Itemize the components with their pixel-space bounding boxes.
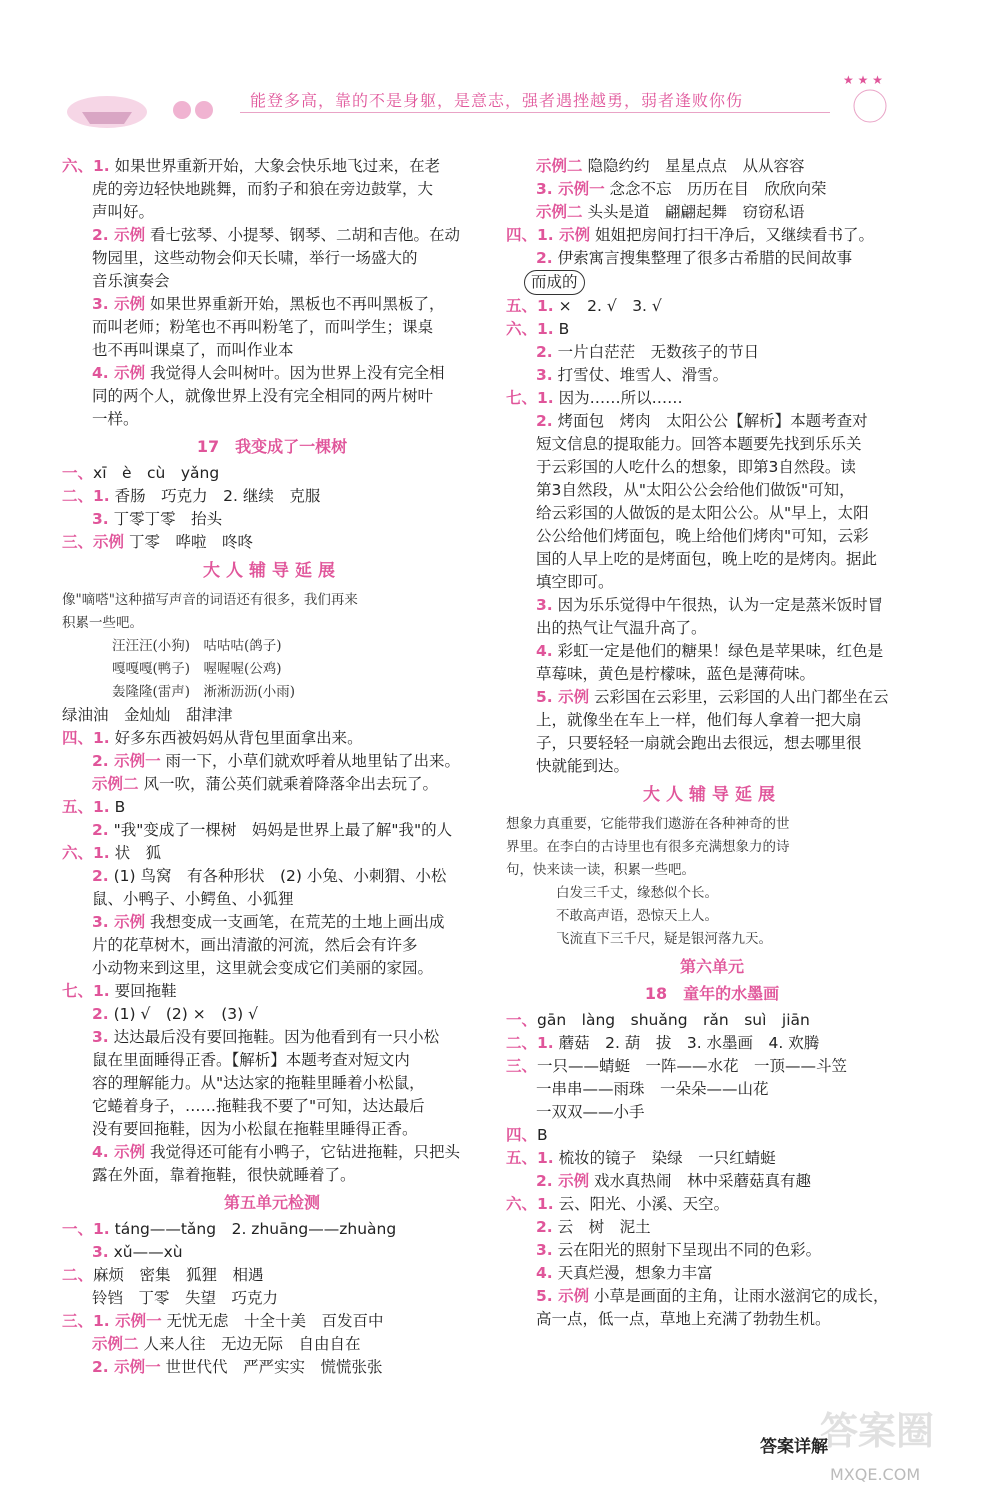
answer-line	[62, 1310, 482, 1333]
item-number: 2.	[92, 1005, 109, 1023]
answer-text: 因为……所以……	[553, 389, 683, 407]
answer-text: 一串串——雨珠 一朵朵——山花	[536, 1080, 769, 1098]
item-number: 3. 示例一	[536, 180, 605, 198]
item-number: 三、示例	[62, 533, 125, 551]
answer-text: 伊索寓言搜集整理了很多古希腊的民间故事	[552, 249, 853, 267]
answer-line	[62, 508, 482, 531]
answer-text: 云在阳光的照射下呈现出不同的色彩。	[552, 1241, 822, 1259]
extension-box-title: 大人辅导延展	[203, 561, 341, 581]
answer-text: 上，就像坐在车上一样，他们每人拿着一把大扇	[536, 711, 862, 729]
answer-line	[506, 318, 918, 341]
answer-line	[62, 888, 482, 911]
note-text: 想象力真重要，它能带我们遨游在各种神奇的世	[506, 816, 790, 832]
answer-text: 云 树 泥土	[552, 1218, 651, 1236]
answer-line	[506, 1101, 918, 1124]
answer-text: 短文信息的提取能力。回答本题要先找到乐乐关	[536, 435, 862, 453]
item-number: 四、	[506, 1126, 538, 1144]
item-number: 三、	[506, 1057, 538, 1075]
answer-text: B	[537, 1126, 548, 1144]
answer-line	[62, 1333, 482, 1356]
answer-line	[62, 270, 482, 293]
answer-line	[62, 224, 482, 247]
note-example: 嘎嘎嘎(鸭子) 喔喔喔(公鸡)	[112, 661, 282, 677]
item-number: 4. 示例	[92, 1143, 146, 1161]
note-text: 积累一些吧。	[62, 615, 143, 631]
item-number: 2. 示例	[92, 226, 146, 244]
answer-line	[506, 502, 918, 525]
item-number: 3. 示例	[92, 295, 146, 313]
answer-line	[506, 1262, 918, 1285]
answer-text: xǔ——xù	[108, 1243, 183, 1261]
answer-line	[506, 410, 918, 433]
answer-text: 声叫好。	[92, 203, 155, 221]
section-title: 第六单元	[679, 957, 744, 976]
note-example: 汪汪汪(小狗) 咕咕咕(鸽子)	[112, 638, 282, 654]
answer-line	[62, 980, 482, 1003]
item-number: 一、1.	[62, 1220, 110, 1238]
answer-text: (1) √ (2) × (3) √	[108, 1005, 259, 1023]
footer-label: 答案详解	[760, 1437, 828, 1457]
answer-line	[62, 339, 482, 362]
answer-text: 鼠、小鸭子、小鳄鱼、小狐狸	[92, 890, 294, 908]
watermark-logo: 答案圈	[820, 1409, 935, 1453]
item-number: 2.	[536, 1218, 553, 1236]
item-number: 3. 示例	[92, 913, 146, 931]
answer-text: 也不再叫课桌了，而叫作业本	[92, 341, 294, 359]
item-number: 2. 示例一	[92, 1358, 161, 1376]
answer-text: 风一吹，蒲公英们就乘着降落伞出去玩了。	[138, 775, 438, 793]
answer-line	[506, 479, 918, 502]
answer-text: 鼠在里面睡得正香。【解析】本题考查对短文内	[92, 1051, 410, 1069]
answer-line	[506, 295, 918, 318]
item-number: 二、	[62, 1266, 94, 1284]
answer-line	[506, 571, 918, 594]
answer-text: xī è cù yǎng	[93, 464, 220, 482]
answer-text: 念念不忘 历历在目 欣欣向荣	[604, 180, 827, 198]
answer-text: 露在外面，靠着拖鞋，很快就睡着了。	[92, 1166, 356, 1184]
answer-line	[62, 316, 482, 339]
answer-line	[506, 178, 918, 201]
answer-text: 姐姐把房间打扫干净后，又继续看书了。	[590, 226, 875, 244]
answer-text: 达达最后没有要回拖鞋。因为他看到有一只小松	[108, 1028, 440, 1046]
answer-line	[62, 1164, 482, 1187]
answer-line	[62, 934, 482, 957]
answer-line	[506, 1147, 918, 1170]
answer-line	[62, 704, 482, 727]
answer-text: 人来人往 无边无际 自由自在	[138, 1335, 361, 1353]
answer-text: × 2. √ 3. √	[553, 297, 662, 315]
header-rule	[240, 112, 830, 113]
answer-line	[506, 155, 918, 178]
answer-text: 烤面包 烤肉 太阳公公【解析】本题考查对	[552, 412, 868, 430]
answer-text: 麻烦 密集 狐狸 相遇	[93, 1266, 264, 1284]
note-example: 不敢高声语，恐惊天上人。	[556, 908, 718, 924]
answer-line	[62, 1095, 482, 1118]
answer-line	[62, 1287, 482, 1310]
answer-text: 小动物来到这里，这里就会变成它们美丽的家园。	[92, 959, 434, 977]
answer-text: 戏水真热闹 林中采蘑菇真有趣	[589, 1172, 812, 1190]
item-number: 3.	[92, 1028, 109, 1046]
item-number: 二、1.	[62, 487, 110, 505]
answer-line	[62, 531, 482, 554]
motto-text: 能登多高，靠的不是身躯，是意志，强者遇挫越勇，弱者逢败你伤	[250, 91, 744, 110]
answer-text: 香肠 巧克力 2. 继续 克服	[109, 487, 321, 505]
item-number: 六、1.	[506, 320, 554, 338]
answer-text: 梳妆的镜子 染绿 一只红蜻蜓	[553, 1149, 776, 1167]
answer-line	[62, 865, 482, 888]
answer-text: 无忧无虑 十全十美 百发百中	[161, 1312, 384, 1330]
answer-line	[506, 1124, 918, 1147]
answer-text: 我想变成一支画笔，在荒芜的土地上画出成	[145, 913, 445, 931]
answer-text: 它蜷着身子，……拖鞋我不要了"可知，达达最后	[92, 1097, 425, 1115]
answer-text: 没有要回拖鞋，因为小松鼠在拖鞋里睡得正香。	[92, 1120, 418, 1138]
item-number: 2.	[92, 821, 109, 839]
answer-text: 国的人早上吃的是烤面包，晚上吃的是烤肉。据此	[536, 550, 878, 568]
answer-line	[506, 1239, 918, 1262]
answer-line	[62, 796, 482, 819]
answer-text: 看七弦琴、小提琴、钢琴、二胡和吉他。在动	[145, 226, 461, 244]
note-example: 轰隆隆(雷声) 淅淅沥沥(小雨)	[112, 684, 296, 700]
answer-text: 我觉得人会叫树叶。因为世界上没有完全相	[145, 364, 445, 382]
answer-line	[62, 1072, 482, 1095]
section-title: 18 童年的水墨画	[644, 984, 780, 1003]
item-number: 2.	[536, 249, 553, 267]
answer-line	[62, 462, 482, 485]
note-example: 飞流直下三千尺，疑是银河落九天。	[556, 931, 772, 947]
svg-text:★ ★ ★: ★ ★ ★	[843, 73, 883, 87]
right-column	[506, 155, 918, 1331]
item-number: 六、1.	[506, 1195, 554, 1213]
item-number: 五、1.	[62, 798, 110, 816]
answer-text: 丁零丁零 抬头	[108, 510, 223, 528]
item-number: 5. 示例	[536, 1287, 590, 1305]
item-number: 3.	[92, 1243, 109, 1261]
answer-line	[506, 1032, 918, 1055]
answer-text: 草莓味，黄色是柠檬味，蓝色是薄荷味。	[536, 665, 816, 683]
cartoon-boat-icon	[62, 72, 222, 132]
answer-line	[506, 732, 918, 755]
answer-line	[506, 1285, 918, 1308]
answer-line	[506, 387, 918, 410]
item-number: 3.	[536, 366, 553, 384]
answer-text: 出的热气让气温升高了。	[536, 619, 707, 637]
answer-text: 一只——蜻蜓 一阵——水花 一顶——斗笠	[537, 1057, 848, 1075]
item-number: 五、1.	[506, 297, 554, 315]
item-number: 六、1.	[62, 157, 110, 175]
item-number: 一、	[62, 464, 94, 482]
item-number: 5. 示例	[536, 688, 590, 706]
answer-text: 同的两个人，就像世界上没有完全相同的两片树叶	[92, 387, 434, 405]
answer-line	[506, 247, 918, 270]
answer-text: 如果世界重新开始，黑板也不再叫黑板了，	[145, 295, 445, 313]
answer-line	[62, 1356, 482, 1379]
answer-line	[62, 408, 482, 431]
answer-line	[62, 750, 482, 773]
answer-text: 公公给他们烤面包，晚上给他们烤肉"可知，云彩	[536, 527, 869, 545]
answer-text: 绿油油 金灿灿 甜津津	[62, 706, 233, 724]
item-number: 2. 示例一	[92, 752, 161, 770]
item-number: 三、1. 示例一	[62, 1312, 162, 1330]
answer-line	[62, 911, 482, 934]
answer-text: 铃铛 丁零 失望 巧克力	[92, 1289, 279, 1307]
answer-text: gān làng shuǎng rǎn suì jiān	[537, 1011, 810, 1029]
answer-line	[506, 548, 918, 571]
answer-text: 云、阳光、小溪、天空。	[553, 1195, 730, 1213]
item-number: 五、1.	[506, 1149, 554, 1167]
answer-text: 如果世界重新开始，大象会快乐地飞过来，在老	[109, 157, 441, 175]
item-number: 示例二	[536, 157, 583, 175]
extension-box-title: 大人辅导延展	[643, 785, 781, 805]
answer-line	[62, 293, 482, 316]
answer-line	[506, 201, 918, 224]
answer-line	[62, 1049, 482, 1072]
answer-text: 片的花草树木，画出清澈的河流，然后会有许多	[92, 936, 418, 954]
answer-text: 于云彩国的人吃什么的想象，即第3自然段。读	[536, 458, 856, 476]
answer-line	[62, 1264, 482, 1287]
item-number: 2.	[536, 412, 553, 430]
answer-line	[506, 686, 918, 709]
answer-text: 天真烂漫，想象力丰富	[552, 1264, 713, 1282]
answer-text: 高一点，低一点，草地上充满了勃勃生机。	[536, 1310, 831, 1328]
answer-line	[506, 1055, 918, 1078]
answer-text: 雨一下，小草们就欢呼着从地里钻了出来。	[160, 752, 461, 770]
answer-line	[506, 755, 918, 778]
answer-line	[506, 341, 918, 364]
answer-text: 容的理解能力。从"达达家的拖鞋里睡着小松鼠，	[92, 1074, 425, 1092]
answer-line	[62, 727, 482, 750]
answer-text: 一样。	[92, 410, 139, 428]
watermark-site: MXQE.COM	[830, 1465, 921, 1484]
item-number: 六、1.	[62, 844, 110, 862]
answer-text: 云彩国在云彩里，云彩国的人出门都坐在云	[589, 688, 889, 706]
answer-line	[506, 1009, 918, 1032]
answer-text: 物园里，这些动物会仰天长啸，举行一场盛大的	[92, 249, 418, 267]
answer-text: 快就能到达。	[536, 757, 630, 775]
answer-text: 小草是画面的主角，让雨水滋润它的成长，	[589, 1287, 889, 1305]
item-number: 四、1. 示例	[506, 226, 591, 244]
answer-text: B	[553, 320, 570, 338]
answer-text: 打雪仗、堆雪人、滑雪。	[552, 366, 729, 384]
page-header	[0, 0, 1000, 150]
answer-line	[62, 1218, 482, 1241]
item-number: 一、	[506, 1011, 538, 1029]
item-number: 示例二	[536, 203, 583, 221]
answer-line	[62, 178, 482, 201]
answer-line	[506, 709, 918, 732]
note-example: 白发三千丈，缘愁似个长。	[556, 885, 718, 901]
answer-line	[62, 362, 482, 385]
answer-text: táng——tǎng 2. zhuāng——zhuàng	[109, 1220, 397, 1238]
item-number: 4.	[536, 642, 553, 660]
answer-text: "我"变成了一棵树 妈妈是世界上最了解"我"的人	[108, 821, 453, 839]
item-number: 二、1.	[506, 1034, 554, 1052]
item-number: 四、1.	[62, 729, 110, 747]
answer-text: 我觉得还可能有小鸭子，它钻进拖鞋，只把头	[145, 1143, 461, 1161]
circled-text: 而成的	[524, 270, 585, 295]
answer-line	[62, 842, 482, 865]
item-number: 2.	[92, 867, 109, 885]
answer-text: 一双双——小手	[536, 1103, 645, 1121]
answer-line	[506, 640, 918, 663]
answer-text: 一片白茫茫 无数孩子的节日	[552, 343, 760, 361]
answer-line	[62, 1141, 482, 1164]
answer-line	[62, 1003, 482, 1026]
answer-line	[62, 385, 482, 408]
item-number: 七、1.	[62, 982, 110, 1000]
answer-line	[62, 957, 482, 980]
item-number: 2. 示例	[536, 1172, 590, 1190]
answer-line	[506, 364, 918, 387]
answer-text: 彩虹一定是他们的糖果！绿色是苹果味，红色是	[552, 642, 884, 660]
answer-text: 子，只要轻轻一扇就会跑出去很远，想去哪里很	[536, 734, 862, 752]
answer-text: 丁零 哗啦 咚咚	[124, 533, 253, 551]
answer-line	[62, 155, 482, 178]
item-number: 3.	[536, 596, 553, 614]
answer-text: 给云彩国的人做饭的是太阳公公。从"早上，太阳	[536, 504, 869, 522]
answer-line	[506, 663, 918, 686]
note-text: 句，快来读一读，积累一些吧。	[506, 862, 695, 878]
answer-text: 蘑菇 2. 葫 拔 3. 水墨画 4. 欢腾	[553, 1034, 820, 1052]
answer-line	[506, 617, 918, 640]
answer-line	[506, 224, 918, 247]
answer-line	[62, 247, 482, 270]
left-column	[62, 155, 482, 1379]
item-number: 示例二	[92, 1335, 139, 1353]
answer-text: 音乐演奏会	[92, 272, 170, 290]
item-number: 3.	[92, 510, 109, 528]
answer-text: 隐隐约约 星星点点 从从容容	[582, 157, 805, 175]
answer-line	[62, 485, 482, 508]
answer-line	[62, 1241, 482, 1264]
item-number: 示例二	[92, 775, 139, 793]
answer-text: 第3自然段，从"太阳公公会给他们做饭"可知，	[536, 481, 855, 499]
stars-badge-icon	[835, 68, 905, 128]
item-number: 3.	[536, 1241, 553, 1259]
answer-text: 填空即可。	[536, 573, 614, 591]
answer-line	[506, 594, 918, 617]
answer-line	[62, 201, 482, 224]
answer-text: 头头是道 翩翩起舞 窃窃私语	[582, 203, 805, 221]
section-title: 17 我变成了一棵树	[196, 437, 348, 456]
answer-line	[62, 773, 482, 796]
answer-text: B	[109, 798, 126, 816]
note-text: 像"嘀嗒"这种描写声音的词语还有很多，我们再来	[62, 592, 358, 608]
answer-line	[506, 1193, 918, 1216]
item-number: 2.	[536, 343, 553, 361]
answer-line	[506, 1216, 918, 1239]
item-number: 4. 示例	[92, 364, 146, 382]
answer-line	[506, 456, 918, 479]
answer-line	[62, 1118, 482, 1141]
note-text: 界里。在李白的古诗里也有很多充满想象力的诗	[506, 839, 790, 855]
answer-line	[62, 819, 482, 842]
answer-text: 好多东西被妈妈从背包里面拿出来。	[109, 729, 363, 747]
answer-line	[506, 1308, 918, 1331]
answer-text: 而叫老师；粉笔也不再叫粉笔了，而叫学生；课桌	[92, 318, 434, 336]
answer-line	[506, 270, 918, 295]
answer-text: 世世代代 严严实实 慌慌张张	[160, 1358, 383, 1376]
answer-line	[506, 433, 918, 456]
answer-text: 因为乐乐觉得中午很热，认为一定是蒸米饭时冒	[552, 596, 884, 614]
section-title: 第五单元检测	[223, 1193, 320, 1212]
answer-line	[506, 1170, 918, 1193]
answer-text: (1) 鸟窝 有各种形状 (2) 小兔、小刺猬、小松	[108, 867, 447, 885]
answer-text: 虎的旁边轻快地跳舞，而豹子和狼在旁边鼓掌，大	[92, 180, 434, 198]
item-number: 七、1.	[506, 389, 554, 407]
answer-text: 状 狐	[109, 844, 162, 862]
answer-text: 要回拖鞋	[109, 982, 177, 1000]
item-number: 4.	[536, 1264, 553, 1282]
answer-line	[62, 1026, 482, 1049]
answer-line	[506, 525, 918, 548]
answer-line	[506, 1078, 918, 1101]
